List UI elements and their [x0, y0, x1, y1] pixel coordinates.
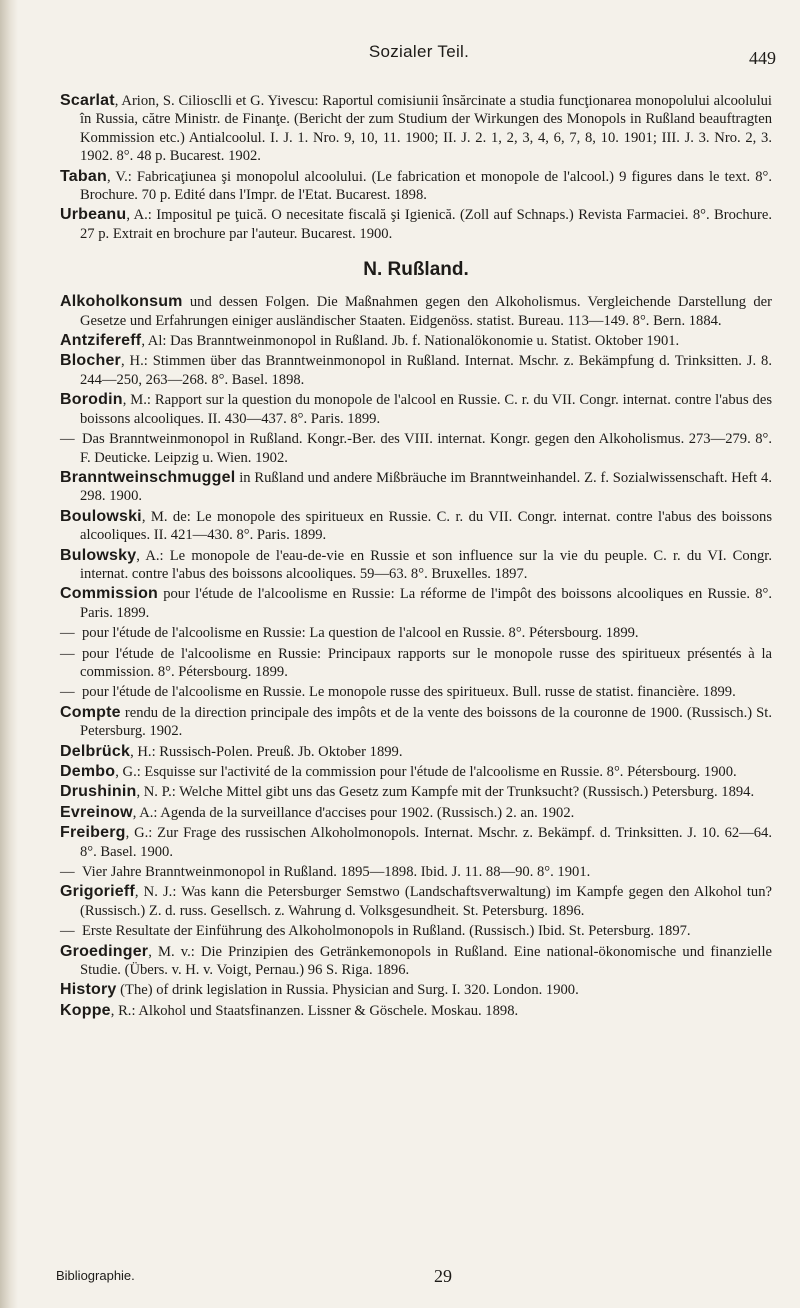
page-edge-shadow [0, 0, 18, 1308]
entry-text: , G.: Zur Frage des russischen Alkoholmonopols. Internat. Mschr. z. Bekämpf. d. Trinksitten. J. 10. 62—64. 8°. Basel. 1900. [80, 825, 772, 860]
bibliography-entry [60, 293, 772, 330]
entry-author: Boulowski [60, 507, 142, 525]
bibliography-entry [60, 804, 772, 822]
bibliography-entry [60, 206, 772, 243]
entries-list-previous-section [60, 92, 772, 243]
entry-author: Commission [60, 585, 159, 603]
bibliography-entry [60, 585, 772, 622]
entry-text: pour l'étude de l'alcoolisme en Russie. Le monopole russe des spiritueux. Bull. russe de statist. financière. 1899. [82, 684, 736, 701]
repeat-dash: — [60, 684, 75, 701]
entry-text: (The) of drink legislation in Russia. Physician and Surg. I. 320. London. 1900. [116, 982, 579, 999]
bibliography-entry [60, 1002, 772, 1020]
entry-author: Dembo [60, 763, 116, 780]
bibliography-entry [60, 624, 772, 642]
entry-text: , A.: Impositul pe ţuică. O necesitate fiscală şi Igienică. (Zoll auf Schnaps.) Revista Farmaciei. 8°. Brochure. 27 p. Extrait en brochure par l'auteur. Bucarest. 1900. [80, 207, 772, 242]
bibliography-entry [60, 743, 772, 761]
entries-list-russia [60, 293, 772, 1020]
entry-text: Das Branntweinmonopol in Rußland. Kongr.-Ber. des VIII. internat. Kongr. gegen den Alkoholismus. 273—279. 8°. F. Deuticke. Leipzig u. Wien. 1902. [80, 431, 772, 466]
bibliography-entry [60, 783, 772, 801]
entry-text: , M. de: Le monopole des spiritueux en Russie. C. r. du VII. Congr. internat. contre l'abus des boissons alcooliques. II. 421—430. 8°. Paris. 1899. [80, 508, 772, 544]
entry-author: Grigorieff [60, 883, 135, 901]
entry-author: History [60, 981, 117, 999]
bibliography-entry [60, 168, 772, 205]
entry-text: , N. P.: Welche Mittel gibt uns das Gesetz zum Kampfe mit der Trunksucht? (Russisch.) Petersburg. 1894. [136, 784, 755, 801]
bibliography-entry [60, 332, 772, 350]
section-heading: N. Rußland. [363, 259, 469, 281]
entry-author: Delbrück [60, 742, 131, 760]
entry-author: Borodin [60, 391, 123, 409]
entry-text: , N. J.: Was kann die Petersburger Semstwo (Landschaftsverwaltung) im Kampfe gegen den Alkohol tun? (Russisch.) Z. d. russ. Gesellsch. z. Wahrung d. Volksgesundheit. St. Petersburg. 1896. [80, 884, 772, 919]
repeat-dash: — [60, 923, 75, 940]
signature-number: 29 [434, 1266, 452, 1286]
entry-text: und dessen Folgen. Die Maßnahmen gegen den Alkoholismus. Vergleichende Darstellung der Gesetze und Erfahrungen einiger ausländischer Staaten. Eidgenöss. statist. Bureau. 113—149. 8°. Bern. 1884. [80, 294, 772, 329]
bibliography-entry [60, 824, 772, 861]
bibliography-entry [60, 922, 772, 940]
entry-text: , A.: Le monopole de l'eau-de-vie en Russie et son influence sur la vie du peuple. C. r. du VI. Congr. internat. contre l'abus des boissons alcooliques. 59—63. 8°. Bruxelles. 1897. [80, 547, 772, 582]
entry-author: Drushinin [60, 783, 137, 801]
bibliography-entry [60, 704, 772, 741]
bibliography-entry [60, 645, 772, 682]
entry-text: in Rußland und andere Mißbräuche im Branntweinhandel. Z. f. Sozialwissenschaft. Heft 4. 298. 1900. [80, 469, 772, 505]
entry-text: pour l'étude de l'alcoolisme en Russie: La question de l'alcool en Russie. 8°. Pétersbourg. 1899. [82, 625, 639, 642]
entry-text: , V.: Fabricaţiunea şi monopolul alcoolului. (Le fabrication et monopole de l'alcool.) 9 figures dans le text. 8°. Brochure. 70 p. Edité dans l'Impr. de l'Etat. Bucarest. 1898. [80, 168, 772, 204]
entry-author: Koppe [60, 1001, 111, 1019]
bibliography-entry [60, 547, 772, 584]
entry-text: , H.: Russisch-Polen. Preuß. Jb. Oktober 1899. [130, 743, 403, 760]
entry-author: Bulowsky [60, 546, 137, 564]
entry-text: , Arion, S. Ciliosclli et G. Yivescu: Raportul comisiunii însărcinate a studia funcţionarea monopolului alcoolului în Russia, către Ministr. de Finanţe. (Bericht der zum Studium der Wirkungen des Monopols in Rußland beauftragten Kommission etc.) Antialcoolul. I. J. 1. Nro. 9, 10, 11. 1900; II. J. 2. 1, 2, 3, 4, 6, 7, 8, 10. 1901; III. J. 3. Nro. 2, 3. 1902. 8°. 48 p. Bucarest. 1902. [80, 93, 772, 165]
entry-author: Alkoholkonsum [60, 293, 183, 311]
running-header-title: Sozialer Teil. [368, 42, 470, 61]
bibliography-entry [60, 763, 772, 781]
bibliography-entry [60, 943, 772, 980]
bibliography-entry [60, 863, 772, 881]
bibliography-entry [60, 469, 772, 506]
entry-text: , M.: Rapport sur la question du monopole de l'alcool en Russie. C. r. du VII. Congr. internat. contre l'abus des boissons alcooliques. II. 430—437. 8°. Paris. 1899. [80, 392, 772, 427]
entry-text: , H.: Stimmen über das Branntweinmonopol in Rußland. Internat. Mschr. z. Bekämpfung d. Trinksitten. J. 8. 244—250, 263—268. 8°. Basel. 1898. [80, 353, 772, 388]
bibliography-entry [60, 352, 772, 389]
repeat-dash: — [60, 864, 75, 881]
entry-author: Groedinger [60, 942, 149, 960]
entry-text: rendu de la direction principale des impôts et de la vente des boissons de la couronne de 1900. (Russisch.) St. Petersburg. 1902. [80, 704, 772, 740]
repeat-dash: — [60, 431, 75, 448]
entry-text: Erste Resultate der Einführung des Alkoholmonopols in Rußland. (Russisch.) Ibid. St. Petersburg. 1897. [82, 923, 691, 940]
entry-author: Evreinow [60, 803, 133, 821]
bibliography-entry [60, 981, 772, 999]
bibliography-entry [60, 92, 772, 166]
entry-text: pour l'étude de l'alcoolisme en Russie: La réforme de l'impôt des boissons alcooliques en Russie. 8°. Paris. 1899. [80, 586, 772, 621]
entry-author: Blocher [60, 352, 121, 370]
bibliography-entry [60, 508, 772, 545]
running-header [60, 42, 778, 66]
entry-author: Compte [60, 703, 121, 721]
repeat-dash: — [60, 645, 75, 662]
repeat-dash: — [60, 625, 75, 642]
bibliography-entry [60, 430, 772, 467]
page-number: 449 [749, 48, 776, 68]
bibliography-content [60, 92, 772, 1022]
bibliography-entry [60, 883, 772, 920]
entry-author: Taban [60, 167, 107, 185]
entry-text: Vier Jahre Branntweinmonopol in Rußland. 1895—1898. Ibid. J. 11. 88—90. 8°. 1901. [82, 864, 591, 881]
signature-mark: Bibliographie. [56, 1268, 135, 1283]
entry-author: Urbeanu [60, 206, 127, 224]
entry-author: Scarlat [60, 92, 115, 109]
page-footer [56, 1266, 744, 1290]
entry-text: , Al: Das Branntweinmonopol in Rußland. Jb. f. Nationalökonomie u. Statist. Oktober 1901. [141, 333, 680, 350]
entry-text: , R.: Alkohol und Staatsfinanzen. Lissner & Göschele. Moskau. 1898. [110, 1002, 519, 1019]
entry-author: Antzifereff [60, 332, 142, 350]
entry-text: pour l'étude de l'alcoolisme en Russie: Principaux rapports sur le monopole russe des spiritueux présentés à la commission. 8°. Pétersbourg. 1899. [80, 645, 772, 680]
entry-text: , M. v.: Die Prinzipien des Getränkemonopols in Rußland. Eine national-ökonomische und finanzielle Studie. (Übers. v. H. v. Voigt, Pernau.) 96 S. Riga. 1896. [80, 943, 772, 979]
bibliography-entry [60, 391, 772, 428]
bibliography-entry [60, 683, 772, 701]
entry-text: , A.: Agenda de la surveillance d'accises pour 1902. (Russisch.) 2. an. 1902. [132, 804, 575, 821]
entry-author: Branntweinschmuggel [60, 468, 236, 486]
entry-author: Freiberg [60, 824, 126, 842]
entry-text: , G.: Esquisse sur l'activité de la commission pour l'étude de l'alcoolisme en Russie. 8°. Pétersbourg. 1900. [115, 764, 737, 780]
